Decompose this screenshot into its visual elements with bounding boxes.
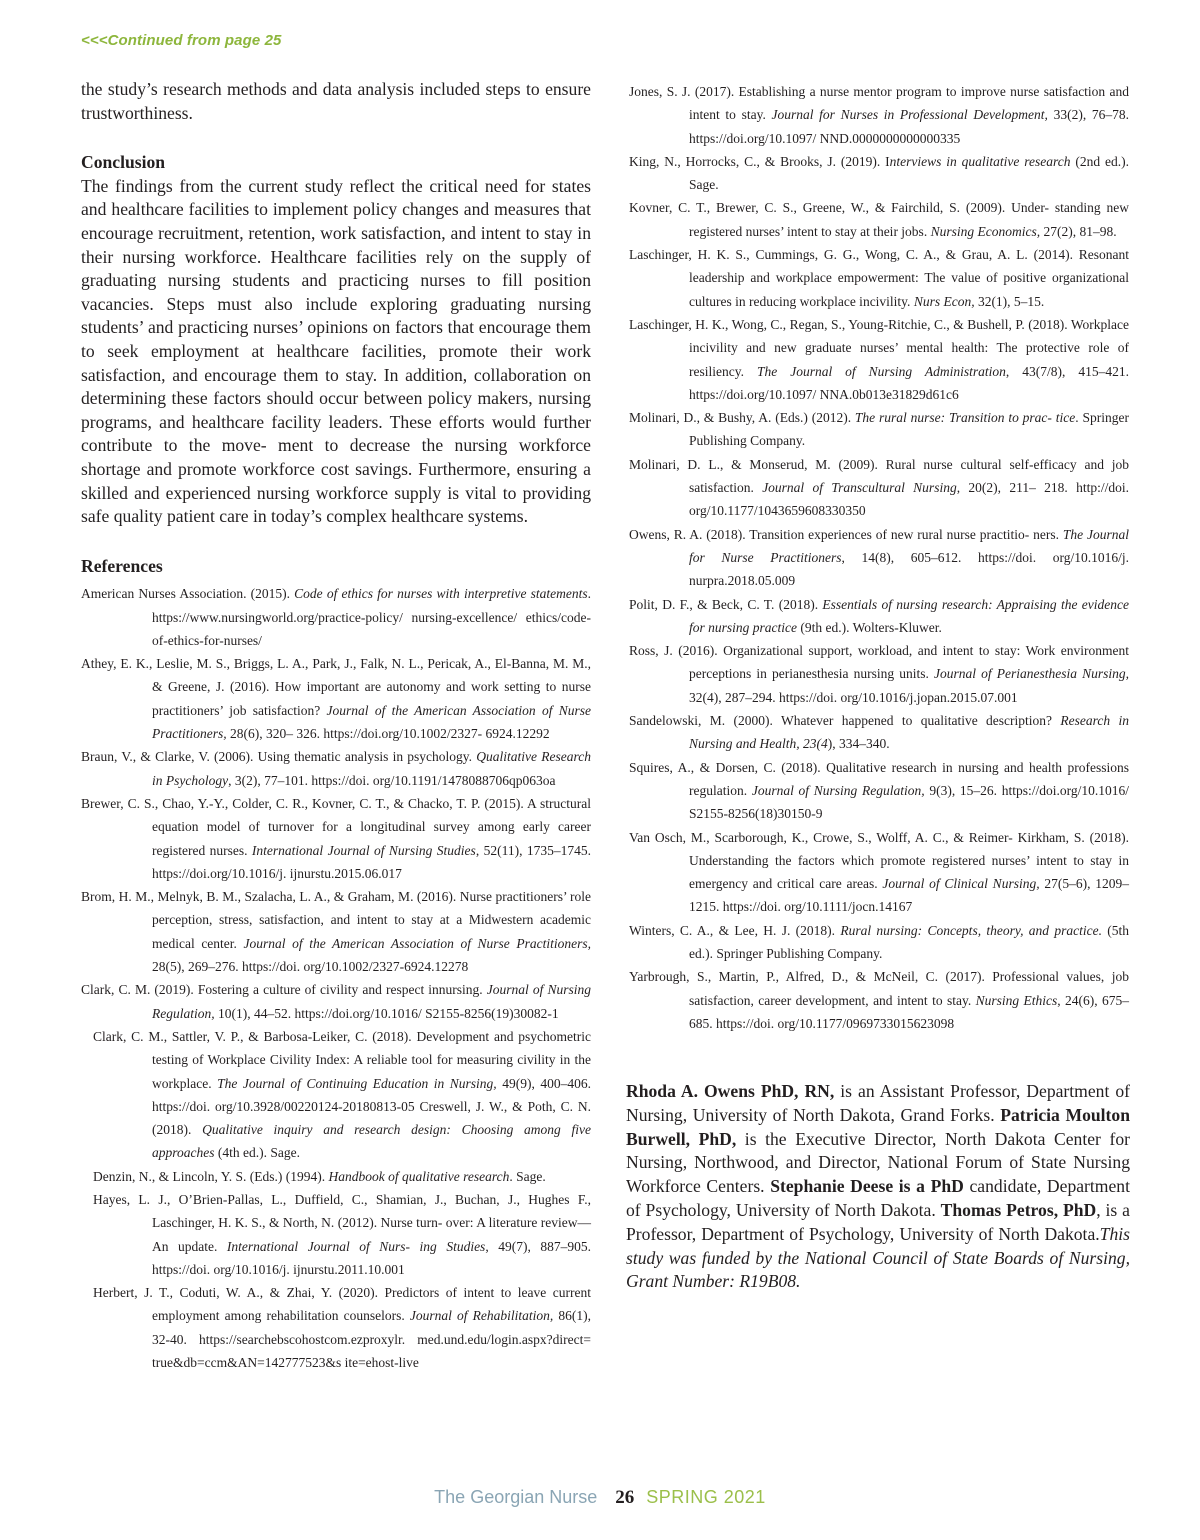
left-column: [81, 78, 591, 1374]
reference-item: [629, 756, 1129, 826]
page-number: 26: [615, 1487, 635, 1508]
author-name: Thomas Petros, PhD: [940, 1199, 1097, 1220]
reference-source: Qualitative Research in Psychology: [152, 749, 591, 788]
reference-source: Journal of Nursing Regulation,: [751, 782, 925, 798]
reference-source: International Journal of Nurs- ing Studies: [226, 1238, 486, 1254]
reference-list-left: [81, 582, 591, 1374]
reference-text: Jones, S. J. (2017). Establishing a nurse mentor program to improve nurse satisfaction and intent to stay.: [629, 84, 1129, 123]
author-role: candidate, Department of Psychology, University of North Dakota.: [626, 1176, 1130, 1220]
reference-item: [629, 150, 1129, 197]
reference-text: 9(3), 15–26. https://doi.org/10.1016/ S2155-8256(18)30150-9: [689, 782, 1130, 822]
reference-source: Journal of Perianesthesia Nursing,: [933, 666, 1129, 682]
reference-text: 49(9), 400–406. https://doi. org/10.3928/00220124-20180813-05 Creswell, J. W., & Poth, C. N. (2018).: [152, 1075, 591, 1138]
reference-text: (9th ed.). Wolters-Kluwer.: [797, 619, 942, 635]
reference-text: Winters, C. A., & Lee, H. J. (2018).: [629, 922, 841, 938]
reference-item: [629, 593, 1129, 640]
reference-text: (5th ed.). Springer Publishing Company.: [689, 922, 1129, 961]
reference-source: Journal of the American Association of Nurse Practitioners,: [152, 702, 591, 742]
reference-text: Molinari, D., & Bushy, A. (Eds.) (2012).: [629, 410, 855, 426]
issue-label: SPRING 2021: [646, 1487, 766, 1507]
reference-text: King, N., Horrocks, C., & Brooks, J. (2019). I: [629, 153, 890, 169]
reference-item: [81, 885, 591, 978]
reference-text: ), 334–340.: [827, 736, 890, 752]
reference-text: Squires, A., & Dorsen, C. (2018). Qualitative research in nursing and health professions regulation.: [629, 759, 1129, 798]
reference-source: Journal of Nursing Regulation,: [152, 982, 591, 1021]
reference-text: Owens, R. A. (2018). Transition experiences of new rural nurse practitio- ners.: [629, 526, 1063, 542]
reference-item: [629, 965, 1129, 1035]
reference-text: Brom, H. M., Melnyk, B. M., Szalacha, L. A., & Graham, M. (2016). Nurse practitioners’ role perception, stress, satisfaction, and intent to stay at a Midwestern academic medical center.: [81, 889, 591, 951]
author-name: Rhoda A. Owens PhD, RN,: [626, 1081, 835, 1101]
reference-text: Yarbrough, S., Martin, P., Alfred, D., & McNeil, C. (2017). Professional values, job satisfaction, career development, and intent to stay.: [629, 969, 1129, 1008]
reference-text: (4th ed.). Sage.: [214, 1145, 300, 1161]
reference-source: Essentials of nursing research: Appraising the evidence for nursing practice: [689, 596, 1129, 635]
reference-text: Clark, C. M. (2019). Fostering a culture of civility and respect innursing.: [81, 982, 487, 998]
reference-source: Journal of Clinical Nursing,: [882, 876, 1040, 892]
reference-source: The Journal for Nurse Practitioners: [689, 526, 1130, 565]
reference-source: The Journal of Continuing Education in Nursing,: [217, 1075, 497, 1091]
reference-item: [93, 1281, 591, 1374]
reference-item: [81, 745, 591, 792]
reference-item: [81, 582, 591, 652]
reference-source: Nursing Ethics: [975, 992, 1058, 1008]
reference-item: [629, 919, 1129, 966]
magazine-title: The Georgian Nurse: [434, 1487, 598, 1507]
funding-note: This study was funded by the National Council of State Boards of Nursing, Grant Number: R19B08.: [626, 1223, 1130, 1292]
reference-text: Molinari, D. L., & Monserud, M. (2009). Rural nurse cultural self-efficacy and job satisfaction.: [629, 456, 1129, 496]
reference-text: Polit, D. F., & Beck, C. T. (2018).: [629, 596, 823, 612]
reference-text: 28(6), 320– 326. https://doi.org/10.1002/2327- 6924.12292: [226, 726, 550, 742]
reference-item: [93, 1025, 591, 1165]
reference-source: Code of ethics for nurses with interpretive statements: [294, 586, 588, 602]
reference-item: [629, 196, 1129, 243]
reference-text: , 3(2), 77–101. https://doi. org/10.1191/1478088706qp063oa: [228, 772, 556, 788]
reference-text: American Nurses Association. (2015).: [81, 586, 295, 602]
reference-item: [81, 652, 591, 745]
reference-source: International Journal of Nursing Studies: [251, 842, 476, 858]
reference-text: , 24(6), 675–685. https://doi. org/10.1177/0969733015623098: [689, 992, 1129, 1031]
reference-item: [93, 1188, 591, 1281]
reference-text: 86(1), 32-40. https://searchebscohostcom.ezproxylr. med.und.edu/login.aspx?direct= true&db=ccm&AN=142777523&s ite=ehost-live: [152, 1308, 591, 1371]
intro-paragraph: the study’s research methods and data analysis included steps to ensure trustworthiness.: [81, 79, 591, 123]
reference-source: Rural nursing: Concepts, theory, and practice.: [840, 922, 1102, 938]
reference-item: [629, 709, 1129, 756]
references-heading: References: [81, 555, 163, 576]
reference-item: [81, 792, 591, 885]
reference-text: Herbert, J. T., Coduti, W. A., & Zhai, Y. (2020). Predictors of intent to leave current employment among rehabilitation counselors.: [93, 1285, 591, 1324]
reference-item: [629, 826, 1129, 919]
reference-list-right: [629, 80, 1129, 1035]
reference-text: Denzin, N., & Lincoln, Y. S. (Eds.) (1994).: [93, 1168, 329, 1184]
reference-text: , 20(2), 211– 218. http://doi. org/10.1177/1043659608330350: [689, 480, 1130, 519]
author-role: , is a Professor, Department of Psychology, University of North Dakota.: [626, 1199, 1130, 1244]
reference-item: [629, 523, 1129, 593]
reference-source: Journal for Nurses in Professional Development,: [771, 107, 1048, 123]
reference-source: The Journal of Nursing Administration: [756, 363, 1006, 379]
reference-item: [629, 313, 1129, 406]
reference-text: Clark, C. M., Sattler, V. P., & Barbosa-Leiker, C. (2018). Development and psychometric testing of Workplace Civility Index: A reliable tool for measuring civility in the workplace.: [93, 1028, 591, 1091]
reference-source: nterviews in qualitative research: [889, 153, 1071, 169]
reference-text: 32(1), 5–15.: [974, 293, 1045, 309]
reference-text: , 52(11), 1735–1745. https://doi.org/10.1016/j. ijnurstu.2015.06.017: [152, 842, 591, 881]
reference-source: Journal of Rehabilitation,: [409, 1308, 554, 1324]
reference-item: [629, 453, 1129, 523]
reference-text: Laschinger, H. K. S., Cummings, G. G., Wong, C. A., & Grau, A. L. (2014). Resonant leadership and workplace empowerment: The value of positive organizational cultures in reducing workplace incivility.: [629, 247, 1129, 309]
conclusion-paragraph: The findings from the current study reflect the critical need for states and healthcare facilities to implement policy changes and measures that encourage recruitment, retention, work satisfaction, and intent to stay in their nursing workforce. Healthcare facilities rely on the supply of graduating nursing students and practicing nurses to fill position vacancies. Steps must also include exploring graduating nursing students’ and practicing nurses’ opinions on factors that encourage them to seek employment at healthcare facilities, promote their work satisfaction, and encourage them to stay. In addition, collaboration on determining these factors should occur between policy makers, nursing programs, and healthcare facility leaders. These efforts would further contribute to the move- ment to decrease the nursing workforce shortage and promote workforce cost savings. Furthermore, ensuring a skilled and experienced nursing workforce supply is vital to providing safe quality patient care in today’s complex healthcare systems.: [81, 175, 591, 527]
reference-text: 32(4), 287–294. https://doi. org/10.1016/j.jopan.2015.07.001: [689, 689, 1018, 705]
reference-item: [629, 406, 1129, 453]
reference-text: (2nd ed.). Sage.: [689, 153, 1129, 193]
reference-text: Sandelowski, M. (2000). Whatever happened to qualitative description?: [629, 713, 1061, 729]
right-column: [629, 80, 1129, 1035]
reference-text: , 49(7), 887–905. https://doi. org/10.1016/j. ijnurstu.2011.10.001: [152, 1238, 592, 1277]
reference-text: Athey, E. K., Leslie, M. S., Briggs, L. A., Park, J., Falk, N. L., Pericak, A., El-Banna, M. M., & Greene, J. (2016). How important are autonomy and work setting to nurse practitioners’ job satisfaction?: [81, 656, 591, 718]
reference-text: Van Osch, M., Scarborough, K., Crowe, S., Wolff, A. C., & Reimer- Kirkham, S. (2018). Understanding the factors which promote registered nurses’ intent to stay in emergency and critical care areas.: [629, 829, 1129, 892]
author-name: Stephanie Deese is a PhD: [770, 1176, 964, 1197]
reference-source: Research in Nursing and Health, 23(4: [689, 713, 1129, 752]
reference-source: The rural nurse: Transition to prac- tice: [854, 410, 1076, 426]
reference-item: [629, 639, 1129, 709]
reference-source: Journal of the American Association of Nurse Practitioners,: [243, 935, 591, 951]
reference-text: 27(5–6), 1209–1215. https://doi. org/10.1111/jocn.14167: [689, 876, 1129, 915]
reference-text: . Sage.: [509, 1168, 546, 1184]
reference-text: Laschinger, H. K., Wong, C., Regan, S., Young-Ritchie, C., & Bushell, P. (2018). Workplace incivility and new graduate nurses’ mental health: The protective role of resiliency.: [629, 316, 1129, 379]
reference-source: Qualitative inquiry and research design: Choosing among five approaches: [152, 1122, 591, 1161]
reference-item: [629, 80, 1129, 150]
reference-text: 10(1), 44–52. https://doi.org/10.1016/ S2155-8256(19)30082-1: [214, 1005, 559, 1021]
reference-text: , 14(8), 605–612. https://doi. org/10.1016/j. nurpra.2018.05.009: [689, 549, 1129, 589]
reference-text: Brewer, C. S., Chao, Y.-Y., Colder, C. R., Kovner, C. T., & Chacko, T. P. (2015). A structural equation model of turnover for a longitudinal survey among early career registered nurses.: [81, 795, 591, 858]
continued-from-label: <<<Continued from page 25: [81, 32, 282, 49]
author-bio: [626, 1080, 1130, 1294]
reference-text: . https://www.nursingworld.org/practice-policy/ nursing-excellence/ ethics/code-of-ethics-for-nurses/: [152, 586, 591, 648]
reference-text: Braun, V., & Clarke, V. (2006). Using thematic analysis in psychology.: [81, 749, 477, 765]
reference-source: Handbook of qualitative research: [328, 1168, 510, 1184]
reference-source: Nurs Econ,: [913, 293, 975, 309]
reference-text: . Springer Publishing Company.: [689, 410, 1129, 449]
author-role: is the Executive Director, North Dakota Center for Nursing, Northwood, and Director, National Forum of State Nursing Workforce Centers.: [626, 1128, 1130, 1197]
reference-item: [629, 243, 1129, 313]
reference-text: 27(2), 81–98.: [1040, 223, 1117, 239]
reference-text: Ross, J. (2016). Organizational support, workload, and intent to stay: Work environment perceptions in perianesthesia nursing units.: [629, 643, 1129, 682]
reference-text: 28(5), 269–276. https://doi. org/10.1002/2327-6924.12278: [152, 959, 469, 975]
reference-text: , 43(7/8), 415–421. https://doi.org/10.1097/ NNA.0b013e31829d61c6: [689, 363, 1129, 402]
reference-text: Kovner, C. T., Brewer, C. S., Greene, W., & Fairchild, S. (2009). Under- standing new registered nurses’ intent to stay at their jobs.: [629, 200, 1129, 239]
reference-item: [81, 978, 591, 1025]
reference-source: Nursing Economics,: [930, 223, 1041, 239]
author-name: Patricia Moulton Burwell, PhD,: [626, 1104, 1130, 1149]
conclusion-heading: Conclusion: [81, 152, 166, 173]
reference-item: [93, 1165, 591, 1188]
page-footer: [0, 1487, 1200, 1509]
reference-source: Journal of Transcultural Nursing: [762, 480, 957, 496]
reference-text: Hayes, L. J., O’Brien-Pallas, L., Duffield, C., Shamian, J., Buchan, J., Hughes F., Laschinger, H. K. S., & North, N. (2012). Nurse turn- over: A literature review—An update.: [93, 1192, 591, 1254]
reference-text: 33(2), 76–78. https://doi.org/10.1097/ NND.0000000000000335: [689, 107, 1129, 146]
author-role: is an Assistant Professor, Department of Nursing, University of North Dakota, Grand Forks.: [626, 1081, 1131, 1125]
